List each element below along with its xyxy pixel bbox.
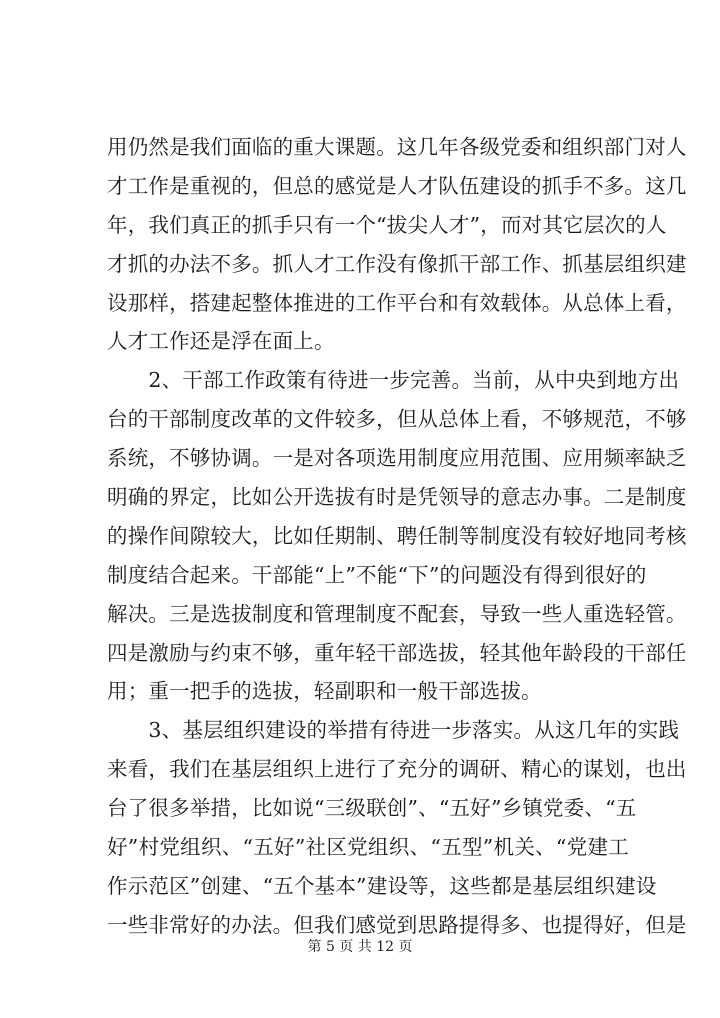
- text-line: 明确的界定，比如公开选拔有时是凭领导的意志办事。二是制度: [107, 485, 687, 510]
- text-line: 用仍然是我们面临的重大课题。这几年各级党委和组织部门对人: [107, 135, 687, 159]
- page-number-footer: 第 5 页 共 12 页: [307, 939, 413, 955]
- text-line: 作示范区”创建、“五个基本”建设等，这些都是基层组织建设: [107, 873, 657, 898]
- text-line: 人才工作还是浮在面上。: [107, 329, 335, 354]
- text-line: 系统，不够协调。一是对各项选用制度应用范围、应用频率缺乏: [107, 446, 687, 471]
- text-line: 台的干部制度改革的文件较多，但从总体上看，不够规范，不够: [107, 407, 687, 432]
- text-line: 台了很多举措，比如说“三级联创”、“五好”乡镇党委、“五: [107, 796, 637, 821]
- text-line: 2、干部工作政策有待进一步完善。当前，从中央到地方出: [107, 368, 680, 393]
- text-line: 设那样，搭建起整体推进的工作平台和有效载体。从总体上看，: [107, 290, 687, 315]
- text-line: 年，我们真正的抓手只有一个“拔尖人才”，而对其它层次的人: [107, 212, 667, 237]
- text-line: 才抓的办法不多。抓人才工作没有像抓干部工作、抓基层组织建: [107, 251, 687, 276]
- text-line: 用；重一把手的选拔，轻副职和一般干部选拔。: [107, 679, 542, 704]
- text-line: 来看，我们在基层组织上进行了充分的调研、精心的谋划，也出: [107, 757, 687, 782]
- body-text: [107, 128, 687, 945]
- text-line: 解决。三是选拔制度和管理制度不配套，导致一些人重选轻管。: [107, 601, 687, 626]
- text-line: 3、基层组织建设的举措有待进一步落实。从这几年的实践: [107, 718, 680, 743]
- text-line: 四是激励与约束不够，重年轻干部选拔，轻其他年龄段的干部任: [107, 640, 687, 665]
- text-line: 一些非常好的办法。但我们感觉到思路提得多、也提得好，但是: [107, 912, 687, 937]
- text-line: 才工作是重视的，但总的感觉是人才队伍建设的抓手不多。这几: [107, 173, 687, 198]
- text-line: 制度结合起来。干部能“上”不能“下”的问题没有得到很好的: [107, 562, 647, 587]
- text-line: 好”村党组织、“五好”社区党组织、“五型”机关、“党建工: [107, 835, 629, 860]
- text-line: 的操作间隙较大，比如任期制、聘任制等制度没有较好地同考核: [107, 523, 687, 548]
